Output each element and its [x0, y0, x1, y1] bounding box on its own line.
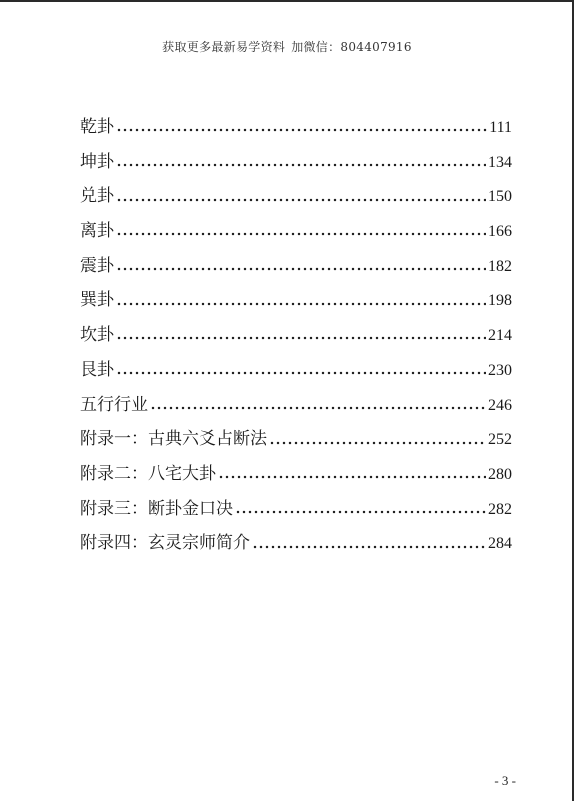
- toc-entry-title: 艮卦: [80, 359, 114, 380]
- toc-leader-dots: [116, 126, 487, 134]
- toc-entry[interactable]: [80, 320, 512, 355]
- toc-leader-dots: [269, 439, 486, 447]
- toc-entry[interactable]: [80, 112, 512, 147]
- toc-entry-page: 280: [488, 465, 512, 483]
- toc-entry-page: 134: [488, 153, 512, 171]
- toc-entry-page: 252: [488, 431, 512, 449]
- toc-leader-dots: [252, 543, 486, 551]
- toc-entry-title: 离卦: [80, 221, 114, 242]
- page-header: [0, 38, 574, 55]
- toc-entry-title: 巽卦: [80, 290, 114, 311]
- toc-entry[interactable]: [80, 181, 512, 216]
- header-text: 获取更多最新易学资料: [162, 40, 286, 54]
- toc-entry[interactable]: [80, 528, 512, 563]
- toc-entry[interactable]: [80, 355, 512, 390]
- toc-leader-dots: [235, 508, 486, 516]
- toc-entry[interactable]: [80, 424, 512, 459]
- table-of-contents: [80, 112, 512, 563]
- scan-top-border: [0, 0, 574, 2]
- toc-entry-page: 198: [488, 292, 512, 310]
- toc-entry-page: 182: [488, 257, 512, 275]
- toc-entry[interactable]: [80, 390, 512, 425]
- toc-entry[interactable]: [80, 459, 512, 494]
- toc-entry-page: 282: [488, 500, 512, 518]
- toc-entry-title: 五行行业: [80, 394, 148, 415]
- toc-entry-title: 坤卦: [80, 151, 114, 172]
- toc-leader-dots: [218, 473, 486, 481]
- toc-entry-title: 附录一：古典六爻占断法: [80, 429, 267, 450]
- toc-entry-title: 乾卦: [80, 117, 114, 137]
- toc-entry[interactable]: [80, 285, 512, 320]
- toc-entry-page: 230: [488, 361, 512, 379]
- toc-entry-page: 111: [489, 119, 512, 136]
- toc-entry[interactable]: [80, 147, 512, 182]
- toc-entry-page: 284: [488, 535, 512, 553]
- toc-leader-dots: [116, 334, 486, 342]
- toc-leader-dots: [116, 265, 486, 273]
- toc-entry-page: 166: [488, 223, 512, 241]
- toc-entry-title: 兑卦: [80, 186, 114, 207]
- toc-entry-page: 150: [488, 188, 512, 206]
- toc-entry-page: 246: [488, 396, 512, 414]
- header-contact-label: 加微信：: [291, 40, 341, 54]
- toc-entry[interactable]: [80, 216, 512, 251]
- toc-leader-dots: [116, 161, 486, 169]
- toc-leader-dots: [116, 230, 486, 238]
- toc-leader-dots: [150, 404, 486, 412]
- header-contact-value: 804407916: [340, 40, 412, 54]
- toc-entry-title: 附录四：玄灵宗师简介: [80, 533, 250, 554]
- toc-entry-page: 214: [488, 327, 512, 345]
- page-number: - 3 -: [494, 773, 516, 788]
- toc-entry-title: 坎卦: [80, 325, 114, 346]
- toc-entry[interactable]: [80, 251, 512, 286]
- toc-leader-dots: [116, 369, 486, 377]
- toc-leader-dots: [116, 196, 486, 204]
- toc-entry-title: 附录三：断卦金口决: [80, 498, 233, 519]
- toc-entry-title: 附录二：八宅大卦: [80, 463, 216, 484]
- toc-entry-title: 震卦: [80, 255, 114, 276]
- toc-leader-dots: [116, 300, 486, 308]
- toc-entry[interactable]: [80, 494, 512, 529]
